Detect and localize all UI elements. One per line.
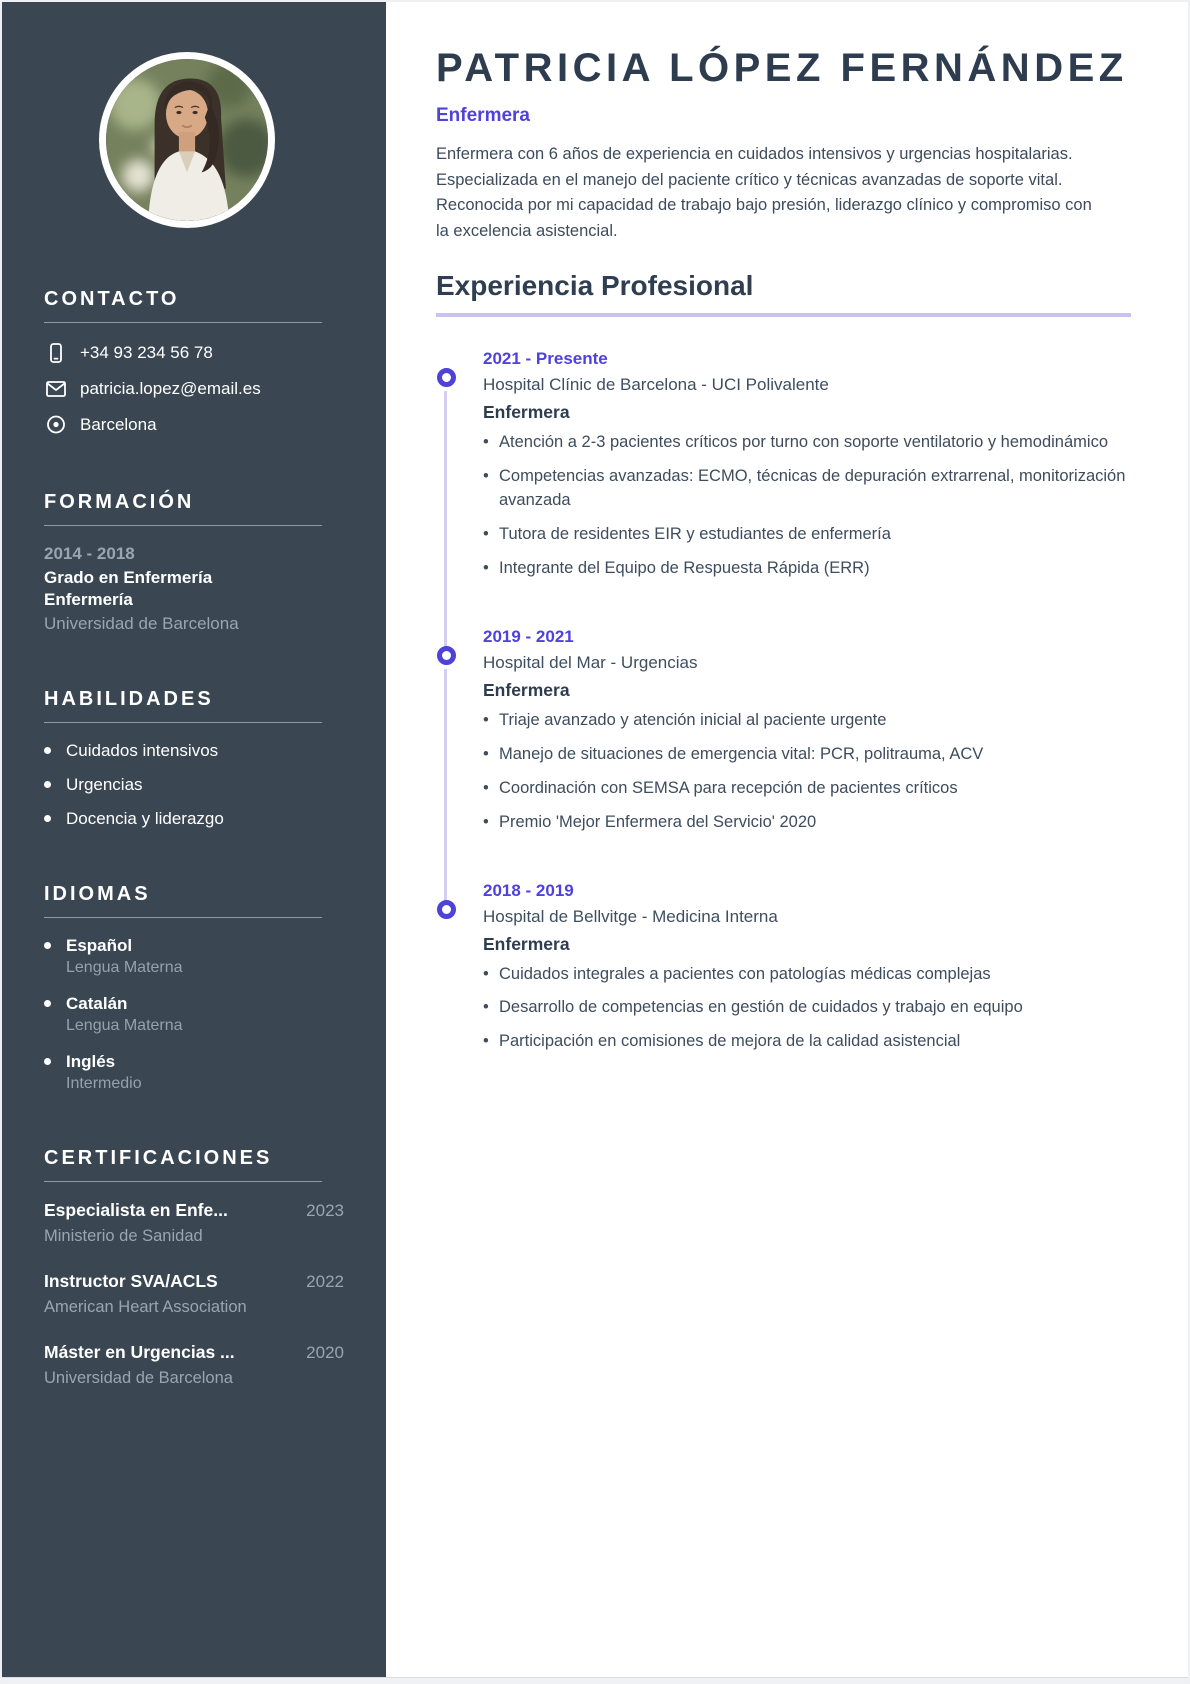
bullet-dot: [44, 747, 51, 754]
bullet-item: [483, 709, 1131, 733]
section-divider: [44, 917, 322, 918]
certification-year: 2022: [306, 1272, 344, 1292]
language-name: Inglés: [66, 1052, 116, 1072]
entry-bullets: [483, 963, 1131, 1055]
contact-item-location: [44, 413, 344, 437]
entry-company: Hospital de Bellvitge - Medicina Interna: [483, 906, 778, 926]
skills-list: [44, 741, 344, 829]
skill-label: Docencia y liderazgo: [66, 809, 224, 829]
entry-role: Enfermera: [483, 933, 570, 954]
experience-entry: [436, 881, 1131, 1055]
person-name: PATRICIA LÓPEZ FERNÁNDEZ: [436, 46, 1128, 90]
certification-issuer: Ministerio de Sanidad: [44, 1227, 203, 1246]
language-level: Lengua Materna: [66, 1017, 183, 1035]
resume-sheet: [2, 2, 1188, 1677]
section-divider: [44, 525, 322, 526]
experience-heading: Experiencia Profesional: [436, 270, 1131, 317]
entry-role: Enfermera: [483, 402, 570, 423]
entry-bullets: [483, 709, 1131, 835]
skill-item: [44, 741, 344, 761]
bullet-text: Desarrollo de competencias en gestión de cuidados y trabajo en equipo: [499, 998, 1023, 1017]
skill-item: [44, 809, 344, 829]
page-bottom-edge: [2, 1677, 1188, 1682]
skill-label: Cuidados intensivos: [66, 741, 219, 761]
certification-issuer: American Heart Association: [44, 1298, 247, 1317]
person-job-title: Enfermera: [436, 105, 530, 126]
bullet-item: [483, 743, 1131, 767]
section-divider: [44, 1181, 322, 1182]
education-dates: 2014 - 2018: [44, 544, 135, 563]
bullet-dot: [44, 1000, 51, 1007]
entry-dates: 2021 - Presente: [483, 349, 608, 369]
bullet-item: [483, 431, 1131, 455]
certification-year: 2020: [306, 1343, 344, 1363]
language-name: Catalán: [66, 994, 128, 1014]
bullet-item: [483, 465, 1131, 513]
education-degree: Grado en Enfermería: [44, 568, 213, 587]
bullet-text: Integrante del Equipo de Respuesta Rápida (ERR): [499, 558, 870, 577]
education-school: Universidad de Barcelona: [44, 614, 239, 634]
bullet-text: Premio 'Mejor Enfermera del Servicio' 2020: [499, 812, 817, 831]
bullet-dot: [44, 942, 51, 949]
phone-icon: [44, 341, 68, 365]
experience-entry: [436, 349, 1131, 581]
bullet-item: [483, 996, 1131, 1020]
contact-heading: CONTACTO: [44, 288, 180, 310]
bullet-text: Triaje avanzado y atención inicial al paciente urgente: [499, 710, 887, 729]
entry-dates: 2018 - 2019: [483, 880, 574, 900]
certification-item: [44, 1342, 344, 1388]
certifications-list: [44, 1200, 344, 1388]
language-item: [44, 1052, 344, 1093]
skills-section: [44, 688, 344, 829]
contact-item-email: [44, 377, 344, 401]
section-divider: [44, 722, 322, 723]
bullet-item: [483, 1030, 1131, 1054]
profile-photo-frame: [99, 52, 289, 242]
languages-heading: IDIOMAS: [44, 883, 151, 906]
certification-title: Especialista en Enfe...: [44, 1200, 228, 1221]
certification-title: Instructor SVA/ACLS: [44, 1271, 218, 1292]
bullet-dot: [44, 781, 51, 788]
bullet-text: Competencias avanzadas: ECMO, técnicas de depuración extrarrenal, monitorización avanzada: [499, 467, 1126, 510]
sidebar: [2, 2, 386, 1677]
bullet-text: Tutora de residentes EIR y estudiantes de enfermería: [499, 525, 891, 544]
certifications-heading: CERTIFICACIONES: [44, 1147, 273, 1170]
language-item: [44, 994, 344, 1035]
certification-title: Máster en Urgencias ...: [44, 1342, 235, 1363]
certification-year: 2023: [306, 1201, 344, 1221]
bullet-item: [483, 963, 1131, 987]
main-content: [386, 2, 1188, 1677]
entry-dates: 2019 - 2021: [483, 626, 574, 646]
bullet-item: [483, 777, 1131, 801]
bullet-dot: [44, 1058, 51, 1065]
education-section: [44, 491, 344, 634]
education-field: Enfermería: [44, 590, 133, 610]
section-divider: [44, 322, 322, 323]
contact-item-phone: [44, 341, 344, 365]
bullet-text: Atención a 2-3 pacientes críticos por turno con soporte ventilatorio y hemodinámico: [499, 433, 1108, 452]
languages-section: [44, 883, 344, 1093]
skill-item: [44, 775, 344, 795]
bullet-dot: [44, 815, 51, 822]
bullet-item: [483, 811, 1131, 835]
certifications-section: [44, 1147, 344, 1388]
bullet-item: [483, 523, 1131, 547]
entry-company: Hospital del Mar - Urgencias: [483, 652, 698, 672]
bullet-text: Cuidados integrales a pacientes con patologías médicas complejas: [499, 964, 991, 983]
bullet-item: [483, 557, 1131, 581]
phone-number: +34 93 234 56 78: [80, 343, 213, 362]
contact-section: [44, 288, 344, 437]
certification-item: [44, 1271, 344, 1317]
mail-icon: [44, 377, 68, 401]
entry-company: Hospital Clínic de Barcelona - UCI Polivalente: [483, 375, 829, 395]
language-level: Intermedio: [66, 1075, 142, 1093]
profile-summary: Enfermera con 6 años de experiencia en cuidados intensivos y urgencias hospitalarias. Especializada en el manejo del paciente crítico y técnicas avanzadas de soporte vital. Reconocida por mi capacidad de trabajo bajo presión, liderazgo clínico y compromiso con la excelencia asistencial.: [436, 145, 1092, 240]
skill-label: Urgencias: [66, 775, 143, 795]
profile-photo: [99, 52, 275, 228]
location-icon: [44, 413, 68, 437]
languages-list: [44, 936, 344, 1093]
experience-timeline: [436, 349, 1131, 1054]
entry-bullets: [483, 431, 1131, 581]
bullet-text: Coordinación con SEMSA para recepción de pacientes críticos: [499, 778, 958, 797]
education-heading: FORMACIÓN: [44, 491, 195, 513]
bullet-text: Manejo de situaciones de emergencia vital: PCR, politrauma, ACV: [499, 744, 984, 763]
experience-entry: [436, 627, 1131, 835]
certification-item: [44, 1200, 344, 1246]
language-item: [44, 936, 344, 977]
email-address: patricia.lopez@email.es: [80, 379, 261, 398]
education-item: [44, 544, 344, 634]
language-level: Lengua Materna: [66, 959, 183, 977]
entry-role: Enfermera: [483, 679, 570, 700]
certification-issuer: Universidad de Barcelona: [44, 1369, 233, 1388]
skills-heading: HABILIDADES: [44, 688, 214, 711]
location-text: Barcelona: [80, 415, 157, 434]
bullet-text: Participación en comisiones de mejora de la calidad asistencial: [499, 1032, 961, 1051]
language-name: Español: [66, 936, 133, 956]
